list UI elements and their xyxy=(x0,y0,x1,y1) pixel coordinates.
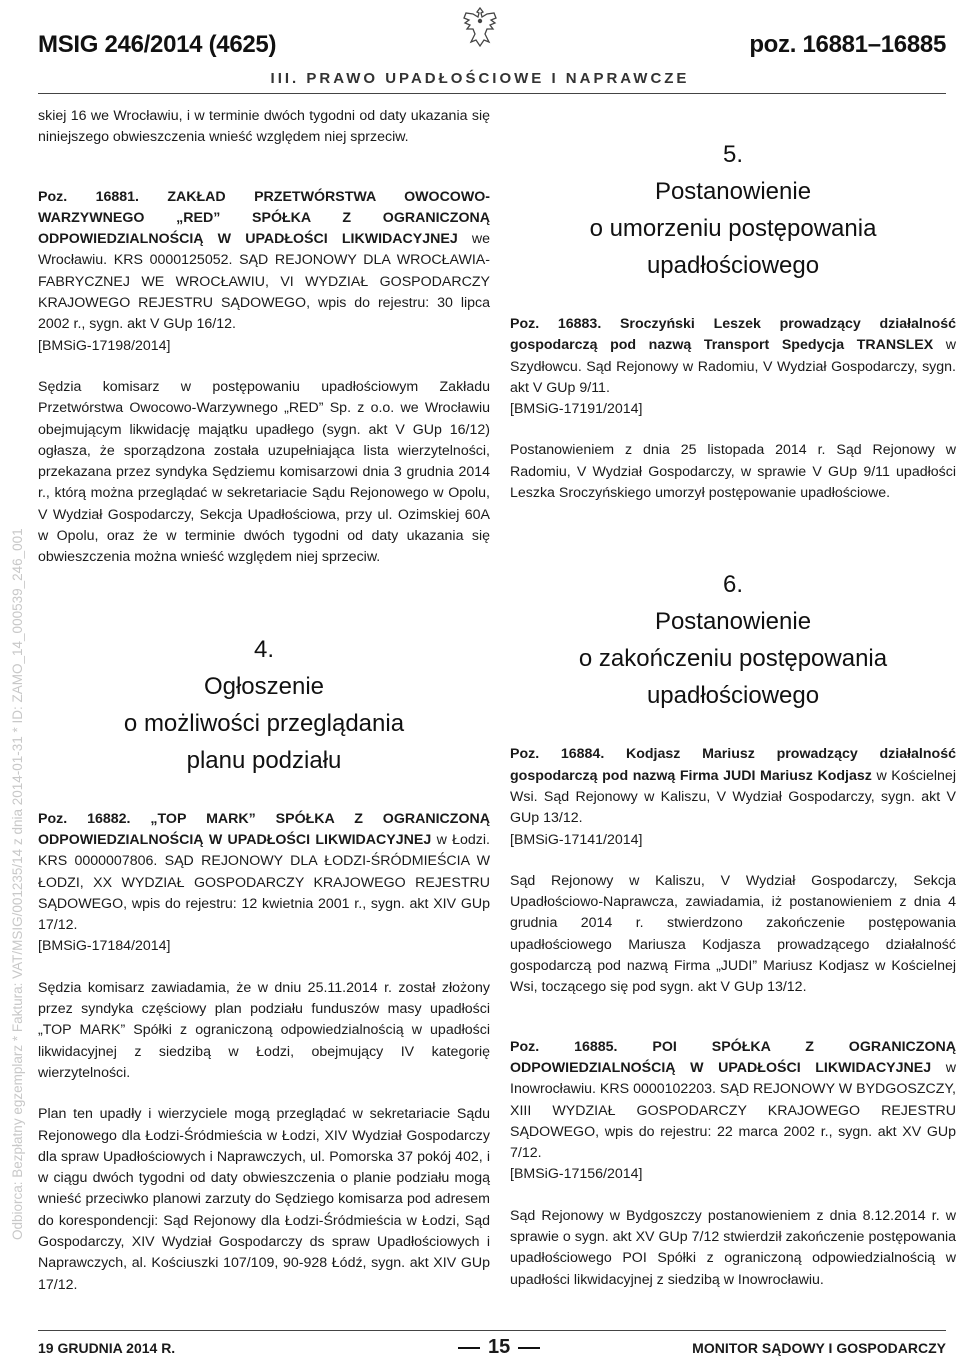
notice-16884-title: Poz. 16884. Kodjasz Mariusz prowadzący działalność gospodarczą pod nazwą Firma JUDI Mariusz Kodjasz xyxy=(510,746,956,784)
notice-16883-header xyxy=(510,314,956,399)
section-5-heading xyxy=(510,136,956,284)
notice-16881-body: Sędzia komisarz w postępowaniu upadłościowym Zakładu Przetwórstwa Owocowo-Warzywnego „RED” Sp. z o.o. we Wrocławiu obejmującym likwidację majątku upadłego (sygn. akt V GUp 16/12) ogłasza, że sporządzona została uzupełniająca lista wierzytelności, przekazana przez syndyka Sędziemu komisarzowi dnia 3 grudnia 2014 r., którą można przeglądać w sekretariacie Sądu Rejonowego w Opolu, V Wydział Gospodarczy, Sekcja Upadłościowa, przy ul. Ozimskiej 60A w Opolu, oraz że w terminie dwóch tygodni od daty ukazania się obwieszczenia można wnieść względem niej sprzeciw. xyxy=(38,378,490,566)
section-4-number: 4. xyxy=(253,635,274,663)
notice-16881-header xyxy=(38,187,490,336)
notice-16883-ref: [BMSiG-17191/2014] xyxy=(510,401,643,418)
notice-16881-title: Poz. 16881. ZAKŁAD PRZETWÓRSTWA OWOCOWO-WARZYWNEGO „RED” SPÓŁKA Z OGRANICZONĄ ODPOWIEDZIALNOŚCIĄ W UPADŁOŚCI LIKWIDACYJNEJ xyxy=(38,188,490,248)
section-4-line-3: planu podziału xyxy=(186,746,342,774)
notice-16883-body: Postanowieniem z dnia 25 listopada 2014 r. Sąd Rejonowy w Radomiu, V Wydział Gospodarczy, w sprawie V GUp 9/11 upadłości Leszka Sroczyńskiego umorzył postępowanie upadłościowe. xyxy=(510,442,956,502)
header-divider xyxy=(38,93,946,94)
section-4-line-2: o możliwości przeglądania xyxy=(123,709,405,737)
section-title: III. PRAWO UPADŁOŚCIOWE I NAPRAWCZE xyxy=(270,70,690,87)
section-5-line-3: upadłościowego xyxy=(646,252,820,279)
notice-16883 xyxy=(510,314,956,504)
notice-16885-header xyxy=(510,1037,956,1165)
section-6-line-3: upadłościowego xyxy=(646,682,820,710)
left-column xyxy=(38,106,490,1296)
notice-16882-court: w Łodzi. KRS 0000007806. SĄD REJONOWY DLA ŁODZI-ŚRÓDMIEŚCIA W ŁODZI, XX WYDZIAŁ GOSPODARCZY KRAJOWEGO REJESTRU SĄDOWEGO, wpis do rejestru: 12 kwietnia 2001 r., sygn. akt XIV GUp 17/12. xyxy=(38,831,490,934)
section-5-line-1: Postanowienie xyxy=(654,178,812,205)
polish-eagle-emblem-icon xyxy=(460,4,500,50)
section-6-line-2: o zakończeniu postępowania xyxy=(578,645,888,673)
right-column xyxy=(510,106,956,1291)
notice-16885-ref: [BMSiG-17156/2014] xyxy=(510,1166,643,1183)
footer-date: 19 GRUDNIA 2014 R. xyxy=(38,1340,176,1356)
notice-16884-ref: [BMSiG-17141/2014] xyxy=(510,831,643,848)
section-6-heading xyxy=(510,566,956,714)
footer-publication: MONITOR SĄDOWY I GOSPODARCZY xyxy=(692,1340,946,1356)
notice-16885-title: Poz. 16885. POI SPÓŁKA Z OGRANICZONĄ ODPOWIEDZIALNOŚCIĄ W UPADŁOŚCI LIKWIDACYJNEJ xyxy=(510,1038,956,1076)
notice-16882-body-2: Plan ten upadły i wierzyciele mogą przeglądać w sekretariacie Sądu Rejonowego dla Łodzi-Śródmieścia w Łodzi, XIV Wydział Gospodarczy dla spraw Upadłościowych i Naprawczych, ul. Pomorska 37 pokój 402, i w ciągu dwóch tygodni od daty obwieszczenia o planie podziału mogą wnieść przeciwko planowi zarzuty do Sędziego komisarza pod adresem do korespondencji: Sąd Rejonowy dla Łodzi-Śródmieścia w Łodzi, Sąd Gospodarczy, XIV Wydział Gospodarczy ds spraw Upadłościowych i Naprawczych, al. Kościuszki 107/109, 90-928 Łódź, sygn. akt XIV GUp 17/12. xyxy=(38,1106,490,1293)
vertical-recipient-note: Odbiorca: Bezpłatny egzemplarz * Faktura: VAT/MSIG/001235/14 z dnia 2014-01-31 * ID: ZAMO_14_000539_246_001 xyxy=(10,528,25,1240)
notice-16882-header xyxy=(38,809,490,937)
notice-16882-ref: [BMSiG-17184/2014] xyxy=(38,938,171,955)
notice-16885-court: w Inowrocławiu. KRS 0000102203. SĄD REJONOWY W BYDGOSZCZY, XIII WYDZIAŁ GOSPODARCZY KRAJOWEGO REJESTRU SĄDOWEGO, wpis do rejestru: 22 marca 2002 r., sygn. akt XV GUp 7/12. xyxy=(510,1059,957,1162)
notice-16882 xyxy=(38,809,490,1296)
section-5-number: 5. xyxy=(722,141,743,168)
position-range: poz. 16881–16885 xyxy=(749,31,946,58)
page-dash-left xyxy=(458,1347,480,1349)
notice-16884-court: w Kościelnej Wsi. Sąd Rejonowy w Kaliszu, V Wydział Gospodarczy, sygn. akt V GUp 13/12. xyxy=(510,767,956,827)
notice-16884 xyxy=(510,744,956,998)
notice-16881-court: we Wrocławiu. KRS 0000125052. SĄD REJONOWY DLA WROCŁAWIA-FABRYCZNEJ WE WROCŁAWIU, VI WYDZIAŁ GOSPODARCZY KRAJOWEGO REJESTRU SĄDOWEGO, wpis do rejestru: 30 lipca 2002 r., sygn. akt V GUp 16/12. xyxy=(38,231,490,333)
section-5-line-2: o umorzeniu postępowania xyxy=(589,215,877,242)
notice-16882-body-1: Sędzia komisarz zawiadamia, że w dniu 25.11.2014 r. został złożony przez syndyka częściowy plan podziału funduszów masy upadłości „TOP MARK” Spółki z ograniczoną odpowiedzialnością w upadłości likwidacyjnej z siedzibą w Łodzi, obejmujący IV kategorię wierzytelności. xyxy=(38,979,490,1081)
section-4-heading xyxy=(38,631,490,779)
page-dash-right xyxy=(518,1347,540,1349)
intro-continuation: skiej 16 we Wrocławiu, i w terminie dwóch tygodni od daty ukazania się niniejszego obwieszczenia wnieść względem niej sprzeciw. xyxy=(38,108,490,146)
notice-16884-body: Sąd Rejonowy w Kaliszu, V Wydział Gospodarczy, Sekcja Upadłościowo-Naprawcza, zawiadamia, iż postanowieniem z dnia 4 grudnia 2014 r. stwierdzono zakończenie postępowania upadłościowego Mariusza Kodjasza prowadzącego działalność gospodarczą pod nazwą Firma „JUDI” Mariusz Kodjasz w Kościelnej Wsi, toczącego się pod sygn. akt V GUp 13/12. xyxy=(510,872,956,996)
section-4-line-1: Ogłoszenie xyxy=(203,672,325,700)
section-6-number: 6. xyxy=(722,571,743,599)
issue-number: MSIG 246/2014 (4625) xyxy=(38,31,277,58)
notice-16882-title: Poz. 16882. „TOP MARK” SPÓŁKA Z OGRANICZONĄ ODPOWIEDZIALNOŚCIĄ W UPADŁOŚCI LIKWIDACYJNEJ xyxy=(38,810,490,848)
section-6-line-1: Postanowienie xyxy=(654,608,812,636)
notice-16883-court: w Szydłowcu. Sąd Rejonowy w Radomiu, V Wydział Gospodarczy, sygn. akt V GUp 9/11. xyxy=(510,337,956,396)
notice-16883-title: Poz. 16883. Sroczyński Leszek prowadzący działalność gospodarczą pod nazwą Transport Spedycja TRANSLEX xyxy=(510,316,956,354)
notice-16884-header xyxy=(510,744,956,829)
notice-16881 xyxy=(38,187,490,569)
footer-divider xyxy=(38,1330,946,1331)
notice-16881-ref: [BMSiG-17198/2014] xyxy=(38,337,171,354)
page-number xyxy=(450,1336,548,1359)
notice-16885-body: Sąd Rejonowy w Bydgoszczy postanowieniem z dnia 8.12.2014 r. w sprawie o sygn. akt XV GUp 7/12 stwierdził zakończenie postępowania upadłościowego POI Spółki z ograniczoną odpowiedzialnością w upadłości likwidacyjnej z siedzibą w Inowrocławiu. xyxy=(510,1207,956,1288)
notice-16885 xyxy=(510,1037,956,1291)
page-number-value: 15 xyxy=(488,1336,511,1358)
